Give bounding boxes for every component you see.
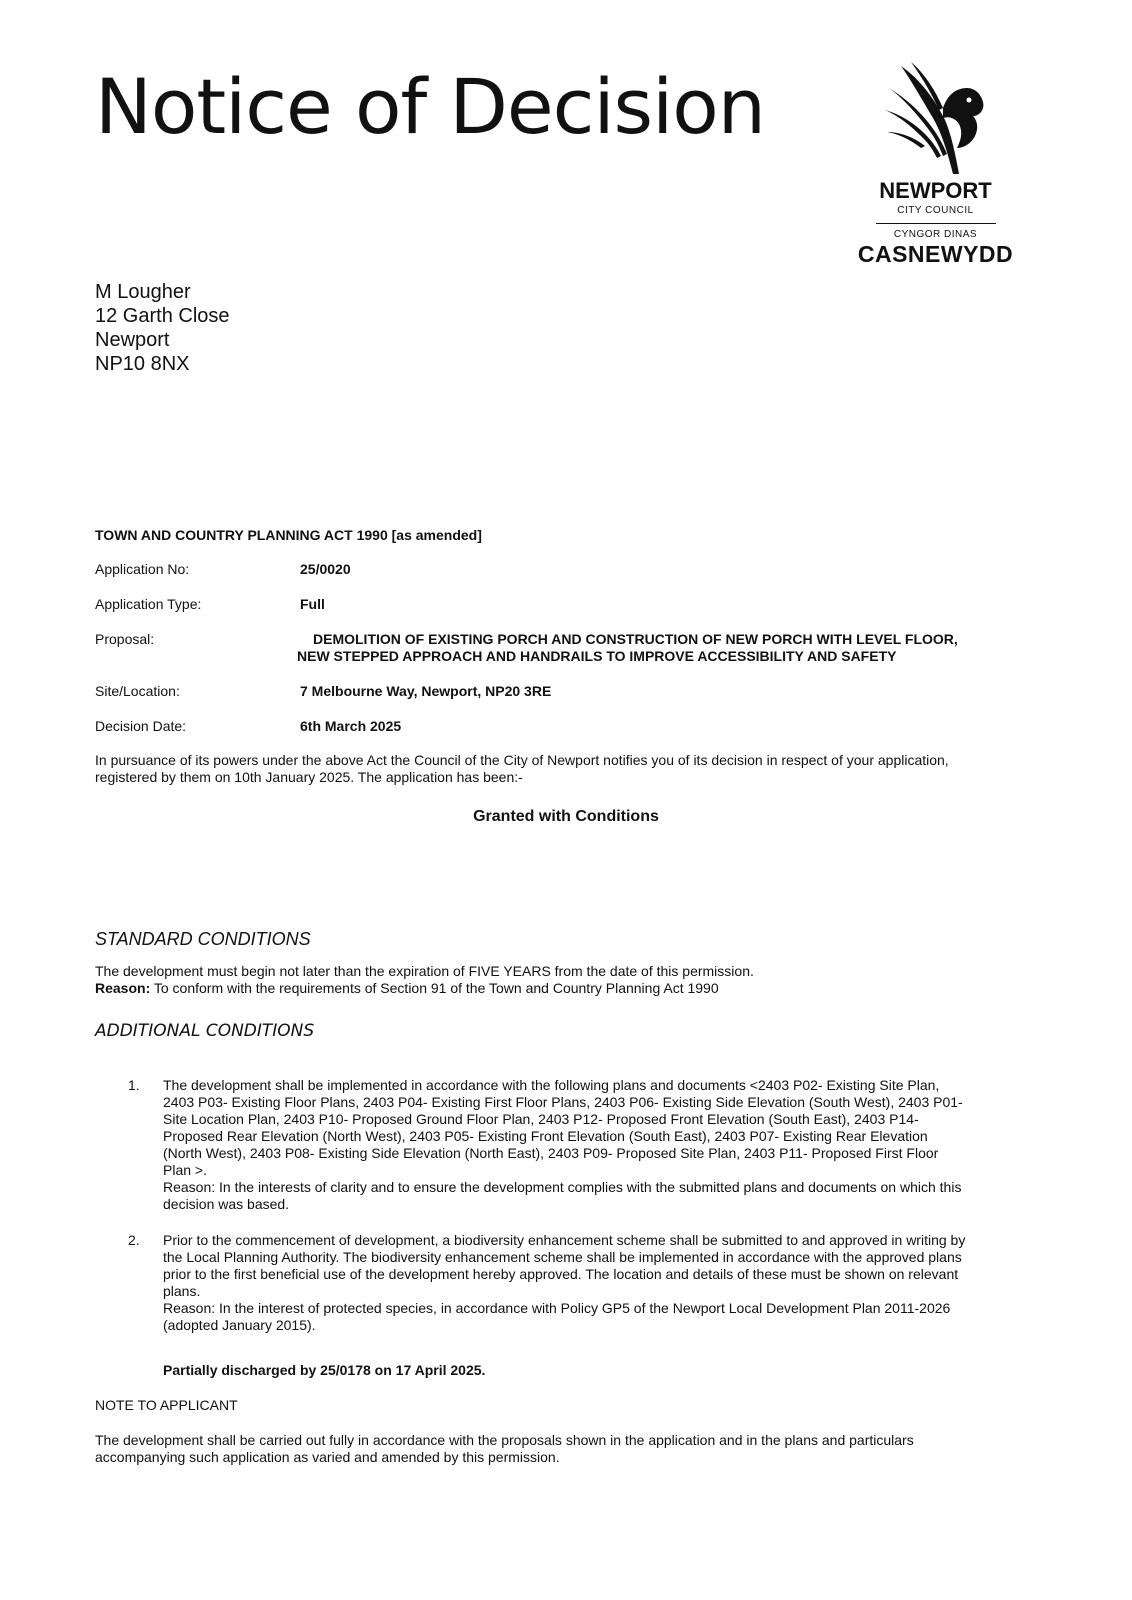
recipient-name: M Lougher [95, 281, 191, 303]
recipient-street: 12 Garth Close [95, 305, 230, 327]
additional-conditions-heading: ADDITIONAL CONDITIONS [95, 1021, 315, 1041]
standard-condition-reason [95, 980, 1045, 997]
standard-conditions-body [95, 963, 1045, 997]
reason-text: To conform with the requirements of Section 91 of the Town and Country Planning Act 1990 [150, 980, 719, 996]
standard-condition-text: The development must begin not later than the expiration of FIVE YEARS from the date of this permission. [95, 963, 754, 979]
application-type: Full [300, 596, 325, 612]
proposal-line-2: NEW STEPPED APPROACH AND HANDRAILS TO IMPROVE ACCESSIBILITY AND SAFETY [297, 648, 897, 664]
recipient-address [95, 280, 230, 376]
condition-line: Prior to the commencement of development, a biodiversity enhancement scheme shall be submitted to and approved in writing by [163, 1232, 966, 1248]
decision-date: 6th March 2025 [300, 718, 402, 734]
application-number: 25/0020 [300, 561, 351, 577]
reason-label: Reason: [95, 980, 151, 996]
field-label: Site/Location: [95, 683, 180, 699]
field-label: Application Type: [95, 596, 202, 612]
note-line: The development shall be carried out fully in accordance with the proposals shown in the application and in the plans and particulars [95, 1432, 914, 1448]
decision-outcome: Granted with Conditions [473, 808, 659, 825]
dragon-emblem-icon [881, 58, 991, 176]
site-location: 7 Melbourne Way, Newport, NP20 3RE [300, 683, 552, 699]
note-to-applicant-heading: NOTE TO APPLICANT [95, 1397, 238, 1413]
condition-line: Plan >. [163, 1162, 207, 1178]
condition-line: (North West), 2403 P08- Existing Side Elevation (North East), 2403 P09- Proposed Site Plan, 2403 P11- Proposed First Floor [163, 1145, 939, 1161]
logo-newport: NEWPORT [879, 178, 992, 203]
condition-line: (adopted January 2015). [163, 1317, 316, 1333]
condition-line: decision was based. [163, 1196, 290, 1212]
council-logo [848, 58, 1023, 268]
condition-line: Reason: In the interests of clarity and to ensure the development complies with the submitted plans and documents on which this [163, 1179, 962, 1195]
condition-line: plans. [163, 1283, 201, 1299]
condition-line: Proposed Rear Elevation (North West), 2403 P05- Existing Front Elevation (South East), 2403 P07- Existing Rear Elevation [163, 1128, 928, 1144]
condition-line: prior to the first beneficial use of the development hereby approved. The location and details of these must be shown on relevant [163, 1266, 959, 1282]
logo-cyngor-dinas: CYNGOR DINAS [893, 229, 978, 240]
recipient-postcode: NP10 8NX [95, 353, 190, 375]
condition-line: 2403 P03- Existing Floor Plans, 2403 P04- Existing First Floor Plans, 2403 P06- Existing Side Elevation (South West), 2403 P01- [163, 1094, 963, 1110]
condition-text [163, 1077, 1043, 1213]
pursuance-paragraph [95, 752, 1045, 786]
note-line: accompanying such application as varied and amended by this permission. [95, 1449, 560, 1465]
field-label: Application No: [95, 561, 190, 577]
recipient-town: Newport [95, 329, 170, 351]
field-label: Decision Date: [95, 718, 187, 734]
proposal-line-1: DEMOLITION OF EXISTING PORCH AND CONSTRUCTION OF NEW PORCH WITH LEVEL FLOOR, [313, 631, 958, 647]
pursuance-line: In pursuance of its powers under the above Act the Council of the City of Newport notifies you of its decision in respect of your application, [95, 752, 949, 768]
condition-line: The development shall be implemented in accordance with the following plans and documents <2403 P02- Existing Site Plan, [163, 1077, 940, 1093]
page-title: Notice of Decision [95, 62, 765, 151]
note-to-applicant-body [95, 1432, 1045, 1466]
logo-city-council: CITY COUNCIL [897, 205, 974, 216]
condition-line: Reason: In the interest of protected species, in accordance with Policy GP5 of the Newport Local Development Plan 2011-2026 [163, 1300, 951, 1316]
condition-number: 2. [128, 1232, 140, 1248]
pursuance-line: registered by them on 10th January 2025. The application has been:- [95, 769, 523, 785]
partial-discharge-note: Partially discharged by 25/0178 on 17 April 2025. [163, 1362, 486, 1378]
act-heading: TOWN AND COUNTRY PLANNING ACT 1990 [as amended] [95, 527, 482, 543]
condition-line: Site Location Plan, 2403 P10- Proposed Ground Floor Plan, 2403 P12- Proposed Front Elevation (South East), 2403 P14- [163, 1111, 919, 1127]
condition-line: the Local Planning Authority. The biodiversity enhancement scheme shall be implemented in accordance with the approved plans [163, 1249, 962, 1265]
logo-casnewydd: CASNEWYDD [857, 241, 1014, 267]
condition-number: 1. [128, 1077, 140, 1093]
logo-divider [876, 223, 996, 224]
condition-text [163, 1232, 1043, 1334]
standard-conditions-heading: STANDARD CONDITIONS [95, 929, 311, 949]
field-label: Proposal: [95, 631, 155, 647]
